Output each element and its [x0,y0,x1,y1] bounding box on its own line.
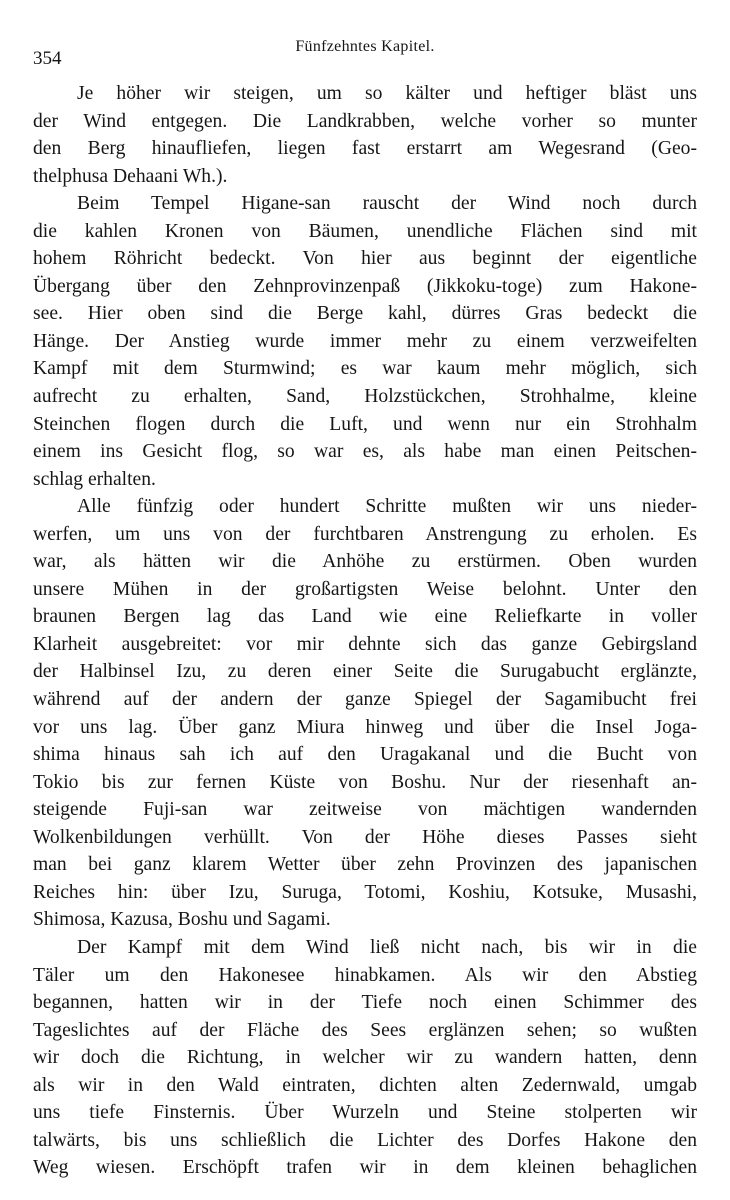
text-line: aufrecht zu erhalten, Sand, Holzstückchen, Strohhalme, kleine [33,386,697,408]
text-line: schlag erhalten. [33,468,156,490]
text-line: hohem Röhricht bedeckt. Von hier aus beginnt der eigentliche [33,248,697,270]
text-line: talwärts, bis uns schließlich die Lichter des Dorfes Hakone den [33,1129,697,1151]
text-line: Reiches hin: über Izu, Suruga, Totomi, Koshiu, Kotsuke, Musashi, [33,881,697,903]
text-line: vor uns lag. Über ganz Miura hinweg und über die Insel Joga- [33,716,697,738]
page-header [33,38,697,68]
text-line: Shimosa, Kazusa, Boshu und Sagami. [33,909,331,931]
text-line: den Berg hinaufliefen, liegen fast erstarrt am Wegesrand (Geo- [33,138,697,160]
text-line: Weg wiesen. Erschöpft trafen wir in dem kleinen behaglichen [33,1157,697,1179]
paragraph [33,934,697,1182]
text-line: werfen, um uns von der furchtbaren Anstrengung zu erholen. Es [33,523,697,545]
text-line: Wolkenbildungen verhüllt. Von der Höhe dieses Passes sieht [33,826,697,848]
text-line: Je höher wir steigen, um so kälter und heftiger bläst uns [77,83,697,104]
paragraph [33,493,697,934]
text-line: während auf der andern der ganze Spiegel der Sagamibucht frei [33,689,697,711]
text-line: als wir in den Wald eintraten, dichten alten Zedernwald, umgab [33,1074,697,1096]
text-line: shima hinaus sah ich auf den Uragakanal und die Bucht von [33,744,697,766]
text-line: Der Kampf mit dem Wind ließ nicht nach, bis wir in die [77,936,697,958]
text-line: Täler um den Hakonesee hinabkamen. Als wir den Abstieg [33,964,697,986]
text-line: begannen, hatten wir in der Tiefe noch einen Schimmer des [33,992,697,1014]
text-line: einem ins Gesicht flog, so war es, als habe man einen Peitschen- [33,441,697,463]
text-line: Tokio bis zur fernen Küste von Boshu. Nur der riesenhaft an- [33,771,697,793]
text-line: Übergang über den Zehnprovinzenpaß (Jikkoku-toge) zum Hakone- [33,275,697,297]
text-line: unsere Mühen in der großartigsten Weise belohnt. Unter den [33,578,697,600]
running-title: Fünfzehntes Kapitel. [295,38,435,55]
text-line: thelphusa Dehaani Wh.). [33,165,228,187]
text-line: der Wind entgegen. Die Landkrabben, welche vorher so munter [33,110,697,132]
page-number: 354 [33,48,62,69]
text-line: see. Hier oben sind die Berge kahl, dürres Gras bedeckt die [33,303,697,325]
text-line: Tageslichtes auf der Fläche des Sees erglänzen sehen; so wußten [33,1019,697,1041]
text-line: die kahlen Kronen von Bäumen, unendliche Flächen sind mit [33,220,697,242]
text-line: der Halbinsel Izu, zu deren einer Seite die Surugabucht erglänzte, [33,661,697,683]
text-line: Klarheit ausgebreitet: vor mir dehnte sich das ganze Gebirgsland [33,633,697,655]
text-line: Kampf mit dem Sturmwind; es war kaum mehr möglich, sich [33,358,697,380]
text-line: uns tiefe Finsternis. Über Wurzeln und Steine stolperten wir [33,1102,697,1124]
text-line: Alle fünfzig oder hundert Schritte mußten wir uns nieder- [77,496,697,518]
paragraph [33,80,697,190]
text-line: wir doch die Richtung, in welcher wir zu wandern hatten, denn [33,1047,697,1069]
text-line: Hänge. Der Anstieg wurde immer mehr zu einem verzweifelten [33,330,697,352]
text-line: Beim Tempel Higane-san rauscht der Wind noch durch [77,193,697,215]
text-line: steigende Fuji-san war zeitweise von mächtigen wandernden [33,799,697,821]
text-line: Steinchen flogen durch die Luft, und wenn nur ein Strohhalm [33,413,697,435]
text-line: war, als hätten wir die Anhöhe zu erstürmen. Oben wurden [33,551,697,573]
text-line: man bei ganz klarem Wetter über zehn Provinzen des japanischen [33,854,697,876]
paragraph [33,190,697,493]
text-line: braunen Bergen lag das Land wie eine Reliefkarte in voller [33,606,697,628]
body-text [33,80,697,1182]
